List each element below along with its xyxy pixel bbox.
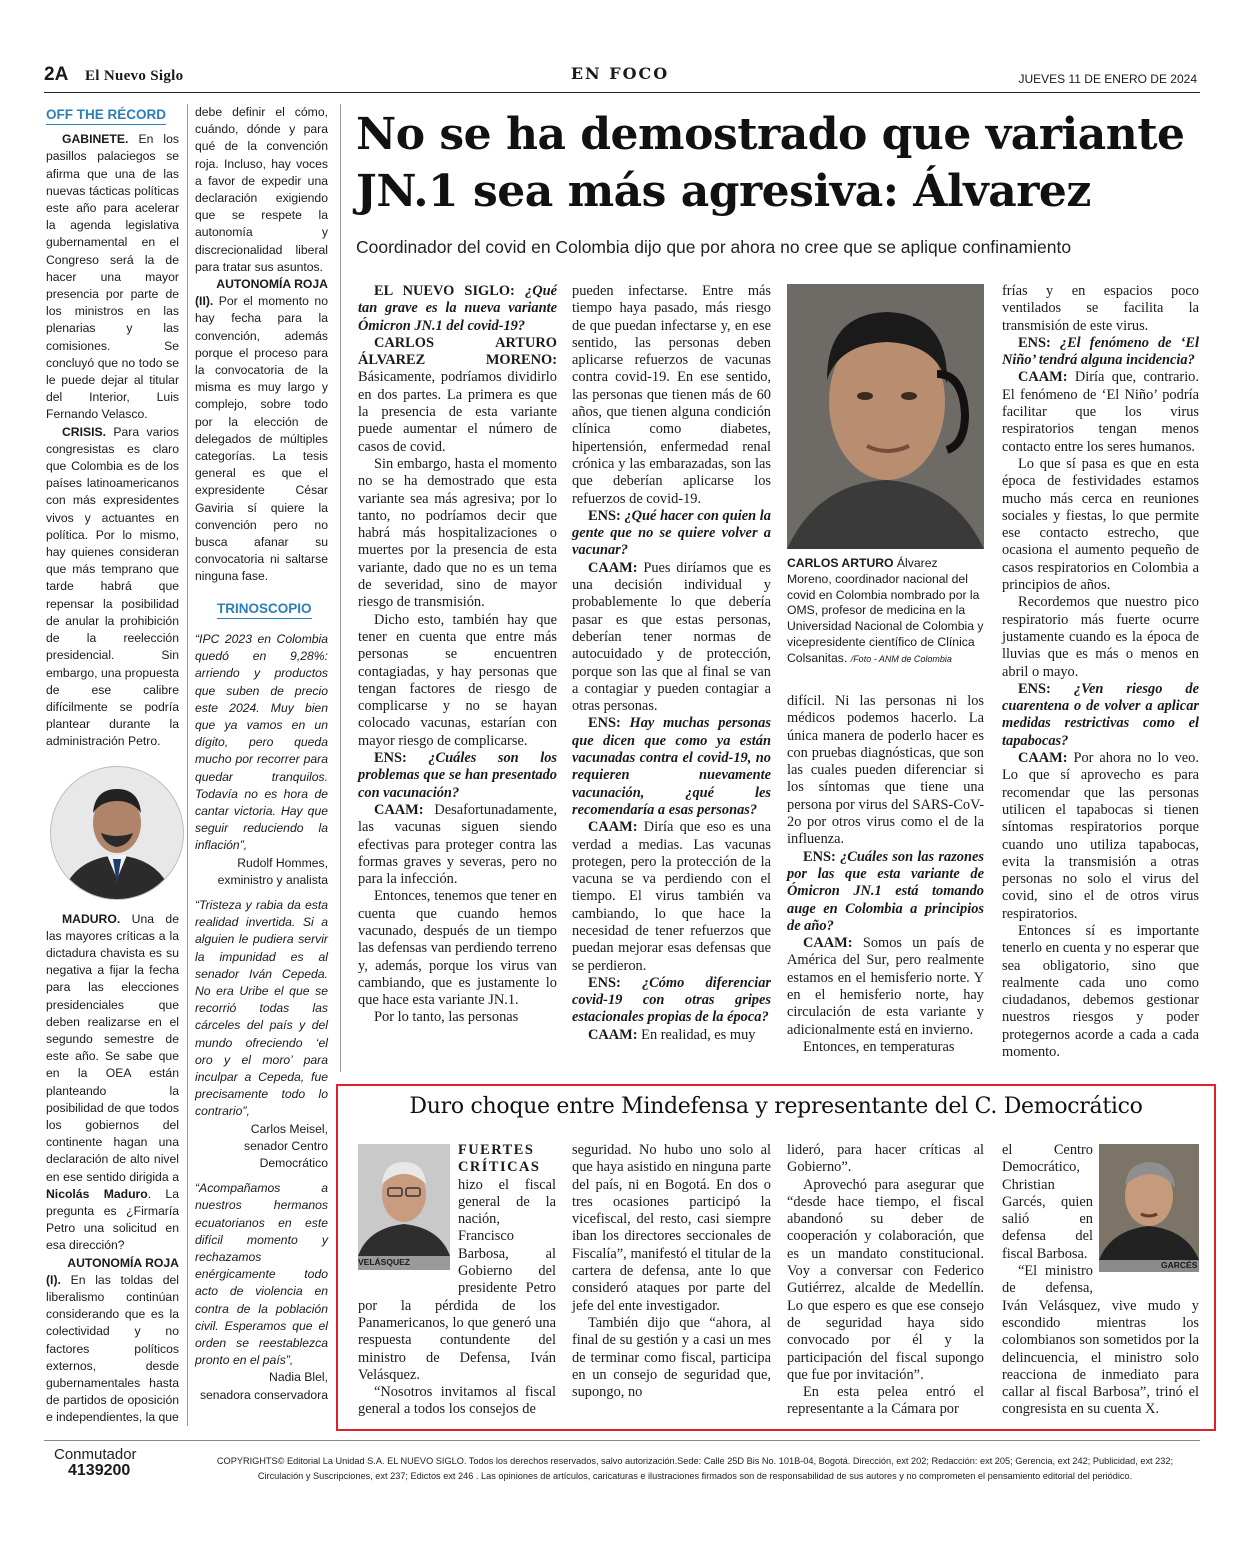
velasquez-photo: [358, 1144, 450, 1270]
trino-item: [195, 897, 328, 1172]
photo-caption: GARCÉS: [1161, 1260, 1198, 1270]
off-record-column-2: [195, 104, 328, 1404]
box-column-3: lideró, para hacer críticas al Gobierno”. Aprovechó para asegurar que “desde hace tiempo, el fiscal abandonó su deber de cooperación y colaboración, que es un mandato constitucional. Voy a conversar con Federico Gutiérrez, alcalde de Medellín. Lo que espero es que ese consejo de seguridad haya sido convocado por él y la participación del fiscal supongo que fue por invitación”. En esta pelea entró el representante a la Cámara por: [787, 1142, 984, 1418]
interview-answer: CAAM: Pues diríamos que es una decisión individual y probablemente lo que debería pasar es que estas personas, deberían tener normas de autocuidado y de protección, porque son las que al final se van a contagiar y pueden contagiar a otras personas.: [572, 559, 771, 715]
interview-question: ENS: ¿Ven riesgo de cuarentena o de volver a aplicar medidas restrictivas como el tapabocas?: [1002, 680, 1199, 749]
article-paragraph: Lo que sí pasa es que en esta época de festividades estamos mucho más cerca en reuniones sociales y fiestas, lo que permite ese contacto estrecho, que ocasiona el aumento pequeño de casos respiratorios en Colombia a principios de años.: [1002, 455, 1199, 594]
article-column-4: [1002, 283, 1199, 1061]
header-rule: [44, 92, 1200, 93]
autonomia-continued: debe definir el cómo, cuándo, dónde y para qué de la convención roja. Incluso, hay voces a favor de expedir una declaración exigiendo que se respete la autonomía y discrecionalidad liberal para tratar sus asuntos.: [195, 105, 328, 274]
interview-question: EL NUEVO SIGLO: ¿Qué tan grave es la nueva variante Ómicron JN.1 del covid-19?: [358, 283, 557, 334]
trino-author: Carlos Meisel,: [250, 1121, 328, 1136]
copyright: COPYRIGHTS© Editorial La Unidad S.A. EL NUEVO SIGLO. Todos los derechos reservados, salvo autorización.Sede: Calle 25D Bis No. 101B-04, Bogotá. Dirección, ext 202; Redacción: ext 205; Gerencia, ext 242; Publicidad, ext 232; Circulación y Suscripciones, ext 237; Edictos ext 246 . Las opiniones de artículos, caricaturas e ilustraciones firmados son de responsabilidad de sus autores y no comprometen el pensamiento editorial del periódico.: [216, 1456, 1174, 1481]
gabinete-item: GABINETE. En los pasillos palaciegos se afirma que una de las nuevas tácticas políticas este año para acelerar la agenda legislativa gubernamental en el Congreso será la de hacer una mayor presencia por parte de los ministros en las plenarias y las comisiones. Se concluyó que no todo se le puede dejar al titular del Interior, Luis Fernando Velasco.: [46, 132, 179, 422]
article-paragraph: pueden infectarse. Entre más tiempo haya pasado, más riesgo de que puedan infectarse y, en ese sentido, las personas deben aplicarse refuerzos de vacunas contra covid-19. En ese sentido, las personas que tienen más de 60 años, que tienen alguna condición clínica como diabetes, hipertensión, enfermedad renal crónica y las embarazadas, son las que deberían aplicarse los refuerzos de covid-19.: [572, 283, 771, 507]
autonomia-heading: AUTONOMÍA ROJA: [67, 1255, 179, 1270]
off-record-title: OFF THE RÉCORD: [46, 106, 166, 125]
trino-author: Rudolf Hommes,: [237, 855, 328, 870]
interview-question: ENS: ¿El fenómeno de ‘El Niño’ tendrá alguna incidencia?: [1002, 334, 1199, 369]
trino-item: [195, 631, 328, 889]
box-paragraph: “Nosotros invitamos al fiscal general a todos los consejos de: [358, 1384, 556, 1418]
box-column-2: seguridad. No hubo uno solo al que haya asistido en ninguna parte del país, ni en Bogotá. En dos o tres ocasiones participó la vicefiscal, del resto, casi siempre iban los directores seccionales de Fiscalía”, manifestó el titular de la cartera de defensa, ante lo que consideró ataques por parte del jefe del ente investigador. También dijo que “ahora, al final de su gestión y a casi un mes de terminar como fiscal, participa en un consejo de seguridad que, supongo, no: [572, 1142, 771, 1401]
interview-answer: CAAM: En realidad, es muy: [588, 1026, 756, 1043]
autonomia2-heading: AUTONOMÍA ROJA: [216, 277, 328, 292]
column-divider: [187, 104, 188, 1426]
article-paragraph: Dicho esto, también hay que tener en cuenta que entre más personas se encuentren contagiadas, y hay personas que tengan factores de riesgo de complicarse y no se hayan colocado vacunas, estarían con mayor riesgo de complicarse.: [358, 611, 557, 749]
article-column-1: [358, 283, 557, 1027]
box-headline: Duro choque entre Mindefensa y representante del C. Democrático: [409, 1094, 1143, 1119]
box-column-4: el Centro Democrático, Christian Garcés, quien salió en defensa del fiscal Barbosa. “El ministro de defensa, Iván Velásquez, vive mudo y escondido mientras los colombianos son sometidos por la delincuencia, el ministro solo reacciona de inmediato para callar al fiscal Barbosa”, trinó el congresista en su cuenta X.: [1002, 1142, 1199, 1418]
article-paragraph: Recordemos que nuestro pico respiratorio más fuerte ocurre justamente cuando es la época de lluvias que es más o menos en abril o mayo.: [1002, 594, 1199, 680]
box-lead: FUERTES CRÍTICAS hizo el fiscal general de la nación, Francisco Barbosa, al Gobierno del presidente Petro por la pérdida de los Panamericanos, lo que generó una respuesta contundente del ministro de Defensa, Iván Velásquez.: [358, 1142, 556, 1383]
issue-date: JUEVES 11 DE ENERO DE 2024: [1018, 72, 1197, 86]
interview-answer: CARLOS ARTURO ÁLVAREZ MORENO: Básicamente, podríamos dividirlo en dos partes. La primera es que la presencia de esta variante puede aumentar el número de casos de covid.: [358, 334, 557, 455]
maduro-portrait-icon: [51, 767, 183, 899]
footer-rule: [44, 1440, 1200, 1441]
photo-caption: VELÁSQUEZ: [358, 1257, 410, 1267]
alvarez-photo: [787, 284, 984, 549]
interview-question: ENS: ¿Qué hacer con quien la gente que no se quiere volver a vacunar?: [572, 507, 771, 559]
autonomia-item: (I). En las toldas del liberalismo continúan considerando que es la colectividad y no factores políticos externos, desde gubernamentales hasta de partidos de oposición e independientes, la que: [46, 1272, 180, 1425]
interview-question: ENS: ¿Cuáles son los problemas que se han presentado con vacunación?: [358, 750, 557, 801]
interview-answer: CAAM: Diría que, contrario. El fenómeno de ‘El Niño’ podría facilitar que los virus respiratorios tengan menos contacto entre los seres humanos.: [1002, 369, 1199, 455]
autonomia2-item: (II). Por el momento no hay fecha para la convención, además porque el proceso para la convocatoria de la misma es muy largo y complejo, sobre todo por la elección de delegados de múltiples categorías. La tesis general es que el expresidente César Gaviria sí quiere la convención pero no busca afanar su convocatoria ni saltarse ninguna fase.: [195, 294, 328, 584]
trino-role: senadora conservadora: [199, 1387, 328, 1402]
conmutador-label: Conmutador: [54, 1446, 137, 1463]
interview-answer: CAAM: Somos un país de América del Sur, pero realmente estamos en el hemisferio norte. Y en el hemisferio norte, hay circulación de esta variante y adicionalmente está en invierno.: [787, 935, 984, 1038]
trinoscopio-title: TRINOSCOPIO: [217, 600, 312, 619]
trino-role: exministro y analista: [217, 872, 328, 887]
interview-question: ENS: Hay muchas personas que dicen que como ya están vacunadas contra el covid-19, no requieren nuevamente vacunación, ¿qué les recomendaría a esas personas?: [572, 715, 771, 818]
paper-name: El Nuevo Siglo: [85, 68, 184, 84]
column-divider: [340, 104, 341, 1072]
article-paragraph: difícil. Ni las personas ni los médicos podemos hacerlo. La única manera de poderlo hacer es con pruebas diagnósticas, que son las cuales pueden diferenciar si los síntomas que tiene una persona por virus del SARS-CoV-2o por otros virus como el de la influenza.: [787, 693, 984, 848]
article-column-2: [572, 283, 771, 1044]
velasquez-portrait-icon: [358, 1144, 450, 1256]
page-number: 2A: [44, 64, 69, 85]
interview-question: ENS: ¿Cómo diferenciar covid-19 con otras gripes estacionales propias de la época?: [572, 974, 771, 1026]
garces-portrait-icon: [1099, 1144, 1199, 1260]
article-paragraph: Por lo tanto, las personas: [374, 1009, 519, 1026]
section-title: EN FOCO: [570, 64, 670, 83]
article-headline: No se ha demostrado que variante JN.1 sea más agresiva: Álvarez: [356, 109, 1185, 217]
conmutador-number: 4139200: [68, 1462, 131, 1479]
trino-item: [195, 1180, 328, 1404]
photo-credit: /Foto - ANM de Colombia: [850, 653, 952, 664]
garces-photo: [1099, 1144, 1199, 1272]
interview-answer: CAAM: Desafortunadamente, las vacunas siguen siendo efectivas para proteger contra las formas graves y severas, pero no para la infección.: [358, 801, 557, 888]
interview-question: ENS: ¿Cuáles son las razones por las que esta variante de Ómicron JN.1 está tomando auge en Colombia a principios de año?: [787, 848, 984, 934]
trino-quote: “Acompañamos a nuestros hermanos ecuatorianos en este difícil momento y rechazamos enérgicamente todo acto de violencia en contra de la población civil. Esperamos que el orden se reestablezca pronto en el país”,: [195, 1181, 328, 1368]
maduro-item: MADURO. Una de las mayores críticas a la dictadura chavista es su negativa a fijar la fecha para las elecciones presidenciales que deben realizarse en el segundo semestre de este año. Se sabe que en la OEA están planteando la posibilidad de que todos los gobiernos del continente hagan una declaración de alto nivel en ese sentido dirigida a Nicolás Maduro. La pregunta es ¿Firmaría Petro una solicitud en esa dirección?: [46, 911, 179, 1253]
article-subhead: Coordinador del covid en Colombia dijo que por ahora no cree que se aplique confinamiento: [356, 237, 1072, 257]
article-paragraph: Entonces, en temperaturas: [803, 1038, 955, 1055]
interview-answer: CAAM: Por ahora no lo veo. Lo que sí aprovecho es para recomendar que las personas utilicen el tapabocas si tienen síntomas respiratorios porque cuando uno utiliza tapabocas, evita la transmisión a otras personas no solo el virus del covid, sino el de otros virus respiratorios.: [1002, 750, 1199, 922]
trino-author: Nadia Blel,: [269, 1370, 328, 1385]
interview-answer: CAAM: Diría que eso es una verdad a medias. Las vacunas protegen, pero la protección de la vacuna se va perdiendo con el tiempo. El virus también va cambiando, lo que hace la necesidad de tener refuerzos que puedan mejorar esas defensas que se perdieron.: [572, 819, 771, 974]
maduro-photo: [50, 766, 184, 900]
alvarez-portrait-icon: [787, 284, 984, 549]
article-paragraph: Entonces sí es importante tenerlo en cuenta y no esperar que sea obligatorio, sino que realmente cada uno como ciudadanos, debemos gestionar nuestros riesgos y poder protegernos acorde a cada a cada momento.: [1002, 922, 1199, 1061]
article-paragraph: frías y en espacios poco ventilados se facilita la transmisión de este virus.: [1002, 283, 1199, 334]
crisis-item: CRISIS. Para varios congresistas es claro que Colombia es de los países latinoamericanos con más expresidentes vivos y actuantes en política. Por lo mismo, hay quienes consideran que más temprano que tarde habrá que repensar la posibilidad de anular la prohibición de la reelección presidencial. Sin embargo, una propuesta de ese calibre difícilmente se podría plantear durante la administración Petro.: [46, 424, 179, 749]
article-paragraph: Sin embargo, hasta el momento no se ha demostrado que esta variante sea más agresiva; por lo tanto, no podríamos decir que habrá más hospitalizaciones o muertes por la presencia de esta variante, dado que no es un tema de severidad, sino de mayor riesgo de transmisión.: [358, 455, 557, 611]
trino-quote: “Tristeza y rabia da esta realidad invertida. Si a alguien le pudiera servir la impunidad es al senador Iván Cepeda. No era Uribe el que se recorrió todas las cárceles del país y del mundo ofreciendo ‘el oro y el moro’ para inculpar a Cepeda, fue precisamente todo lo contrario”,: [195, 897, 328, 1119]
article-paragraph: Entonces, tenemos que tener en cuenta que cuando hemos vacunado, después de un tiempo las defensas van perdiendo terreno y, además, porque los virus van cambiando, que es justamente lo que hace esta variante JN.1.: [358, 888, 557, 1009]
trino-quote: “IPC 2023 en Colombia quedó en 9,28%: arriendo y productos que suben de precio este 2024. Muy bien que ya vamos en un dígito, pero queda mucho por recorrer para quedar tranquilos. Todavía no es hora de cantar victoria. Hay que seguir reduciendo la inflación”,: [195, 631, 328, 853]
photo-caption: CARLOS ARTURO Álvarez Moreno, coordinador nacional del covid en Colombia nombrado por la OMS, profesor de medicina en la Universidad Nacional de Colombia y vicepresidente científico de Clínica Colsanitas. /Foto - ANM de Colombia: [787, 556, 984, 665]
article-column-3: [787, 693, 984, 1056]
trino-role: senador Centro Democrático: [243, 1138, 328, 1170]
